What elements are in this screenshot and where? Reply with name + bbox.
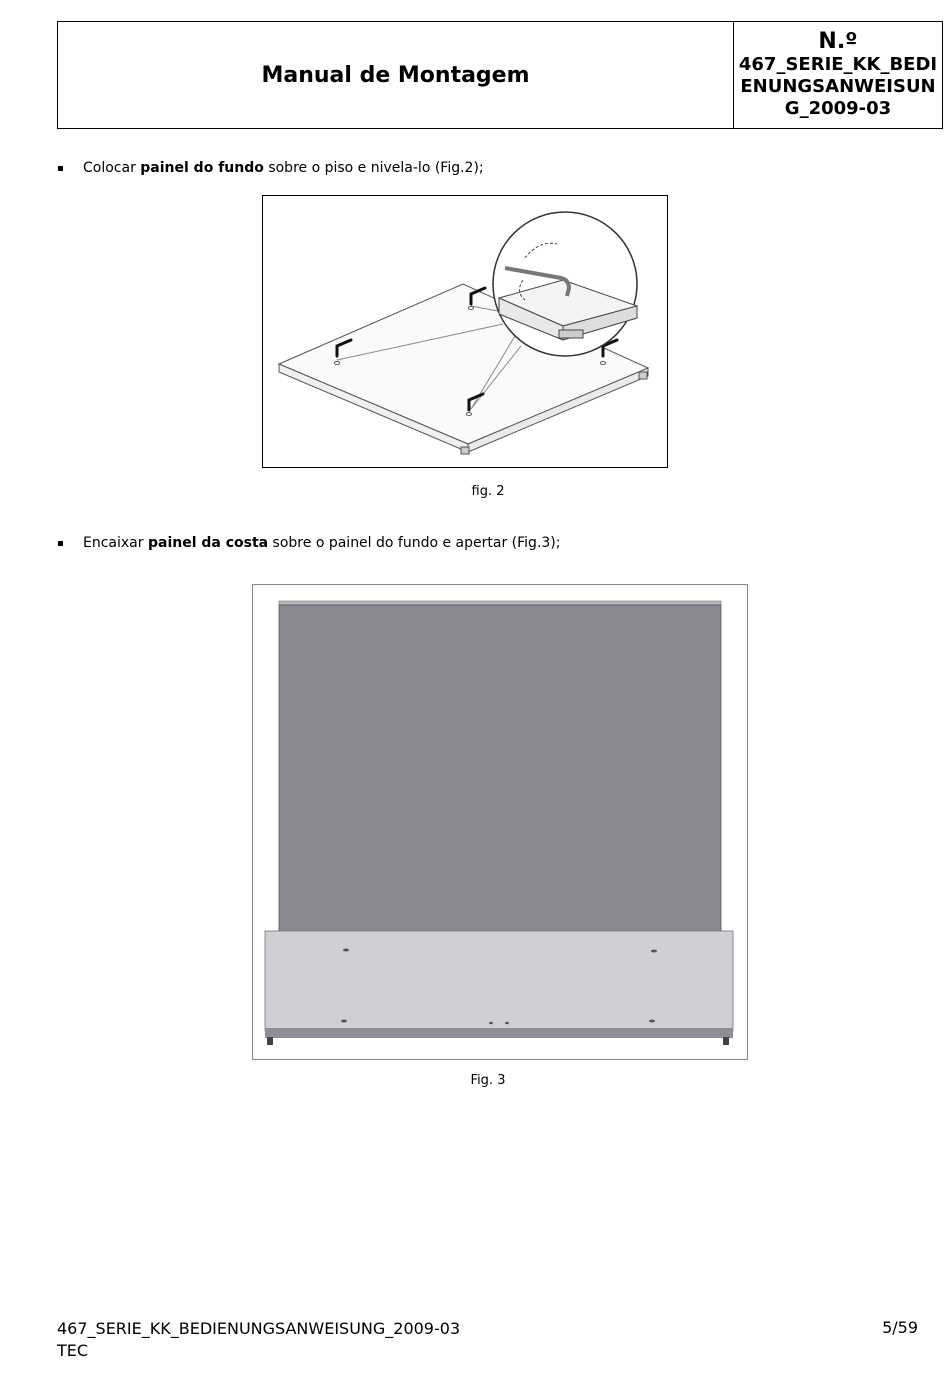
page-header [57,21,943,129]
footer-doc-code: 467_SERIE_KK_BEDIENUNGSANWEISUNG_2009-03 [57,1319,461,1338]
step-item-1 [57,160,484,176]
step-text: Colocar painel do fundo sobre o piso e nivela-lo (Fig.2); [83,160,484,176]
figure-3 [252,584,748,1060]
footer-department: TEC [57,1341,89,1360]
figure-2 [262,195,668,468]
back-panel-illustration [253,585,747,1059]
bottom-panel-illustration [263,196,667,467]
bullet-icon [58,541,63,546]
page-footer [57,1318,460,1362]
document-code: 467_SERIE_KK_BEDIENUNGSANWEISUNG_2009-03 [738,54,938,119]
figure-2-caption: fig. 2 [471,484,505,499]
figure-3-caption: Fig. 3 [470,1073,506,1088]
number-label: N.º [818,29,858,54]
manual-title: Manual de Montagem [58,22,734,128]
step-text: Encaixar painel da costa sobre o painel do fundo e apertar (Fig.3); [83,535,561,551]
document-number-box [734,22,942,128]
bullet-icon [58,166,63,171]
page-number: 5/59 [882,1318,918,1337]
step-item-2 [57,535,560,551]
